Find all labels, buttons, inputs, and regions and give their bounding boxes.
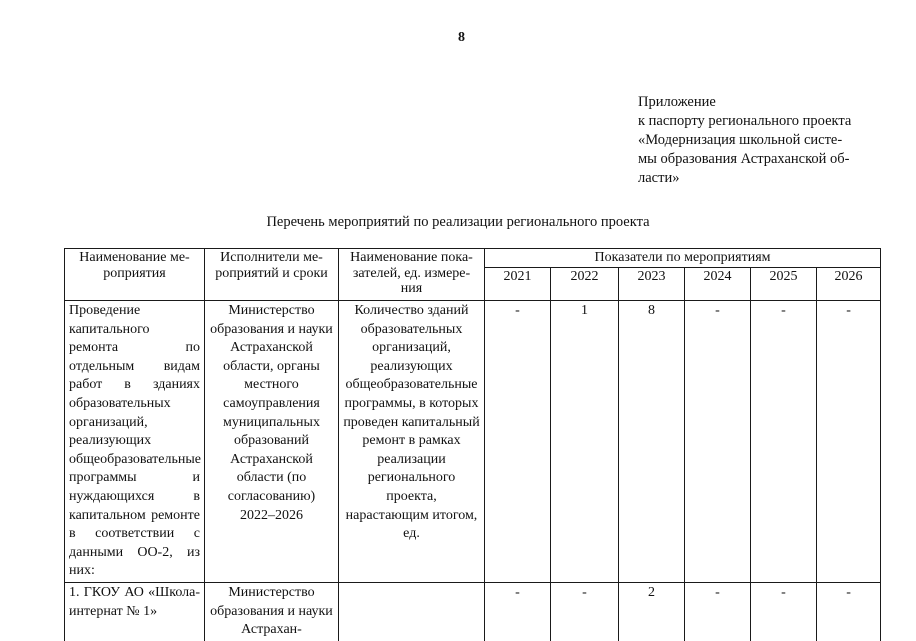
value-cell: - bbox=[685, 301, 751, 583]
value-cell: - bbox=[485, 301, 551, 583]
value-cell: - bbox=[751, 301, 817, 583]
value-cell: 1 bbox=[551, 301, 619, 583]
header-indicators-group: Показатели по мероприятиям bbox=[485, 249, 881, 268]
value-cell: 2 bbox=[619, 582, 685, 640]
document-title: Перечень мероприятий по реализации регионального проекта bbox=[266, 214, 650, 230]
value-cell: - bbox=[485, 582, 551, 640]
indicator-cell bbox=[339, 582, 485, 640]
header-year: 2026 bbox=[817, 268, 881, 301]
header-measure-name: Наименование ме-роприятия bbox=[65, 249, 205, 301]
appendix-line: «Модернизация школьной систе- bbox=[638, 132, 843, 148]
indicator-cell: Количество зданий образовательных организаций, реализующих общеобразовательные программы, в которых проведен капитальный ремонт в рамках реализации регионального проекта, нарастающим итогом, ед. bbox=[339, 301, 485, 583]
header-year: 2021 bbox=[485, 268, 551, 301]
appendix-caption bbox=[638, 93, 878, 188]
page-number: 8 bbox=[458, 30, 465, 45]
header-executors: Исполнители ме-роприятий и сроки bbox=[205, 249, 339, 301]
measures-table bbox=[64, 248, 881, 641]
header-year: 2022 bbox=[551, 268, 619, 301]
header-year: 2025 bbox=[751, 268, 817, 301]
value-cell: - bbox=[685, 582, 751, 640]
header-year: 2023 bbox=[619, 268, 685, 301]
value-cell: - bbox=[751, 582, 817, 640]
appendix-line: мы образования Астраханской об- bbox=[638, 151, 850, 167]
value-cell: - bbox=[817, 582, 881, 640]
value-cell: - bbox=[551, 582, 619, 640]
table-row bbox=[65, 301, 881, 583]
measure-name-cell: Проведение капитального ремонта по отдельным видам работ в зданиях образовательных организаций, реализующих общеобразовательные программы и нуждающихся в капитальном ремонте в соответствии с данными ОО-2, из них: bbox=[65, 301, 205, 583]
measure-name-cell: 1. ГКОУ АО «Школа-интернат № 1» bbox=[65, 582, 205, 640]
executors-cell: Министерство образования и науки Астрахан- bbox=[205, 582, 339, 640]
table-row bbox=[65, 582, 881, 640]
appendix-line: к паспорту регионального проекта bbox=[638, 113, 852, 129]
appendix-line: Приложение bbox=[638, 94, 716, 110]
value-cell: 8 bbox=[619, 301, 685, 583]
header-indicators: Наименование пока-зателей, ед. измере-ния bbox=[339, 249, 485, 301]
header-year: 2024 bbox=[685, 268, 751, 301]
executors-cell: Министерство образования и науки Астраханской области, органы местного самоуправления муниципальных образований Астраханской области (по согласованию) 2022–2026 bbox=[205, 301, 339, 583]
value-cell: - bbox=[817, 301, 881, 583]
appendix-line: ласти» bbox=[638, 170, 680, 186]
